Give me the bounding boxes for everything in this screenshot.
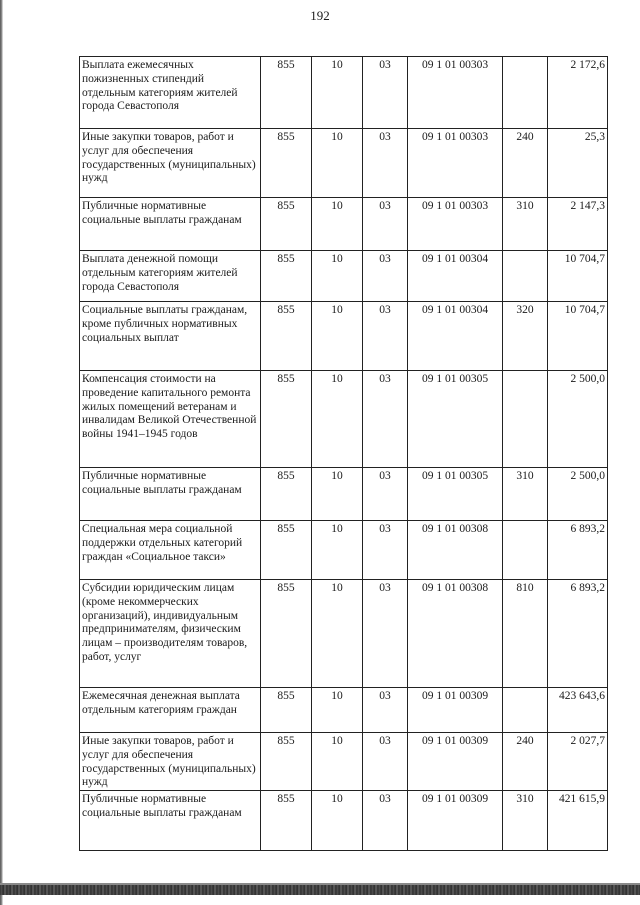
cell-target: 09 1 01 00308: [408, 521, 503, 580]
cell-target: 09 1 01 00303: [408, 57, 503, 129]
cell-expense: [503, 57, 548, 129]
cell-expense: [503, 688, 548, 733]
cell-amount: 6 893,2: [548, 580, 608, 688]
cell-expense: 310: [503, 791, 548, 851]
cell-expense: 810: [503, 580, 548, 688]
cell-ministry: 855: [261, 791, 312, 851]
cell-section: 10: [312, 198, 363, 251]
cell-amount: 2 147,3: [548, 198, 608, 251]
cell-amount: 2 172,6: [548, 57, 608, 129]
cell-ministry: 855: [261, 251, 312, 302]
table-row: [80, 371, 608, 468]
cell-ministry: 855: [261, 688, 312, 733]
cell-subsection: 03: [363, 198, 408, 251]
cell-subsection: 03: [363, 251, 408, 302]
cell-section: 10: [312, 371, 363, 468]
scan-bottom-edge: [0, 885, 640, 895]
cell-target: 09 1 01 00309: [408, 688, 503, 733]
table-row: [80, 688, 608, 733]
cell-target: 09 1 01 00305: [408, 371, 503, 468]
cell-amount: 25,3: [548, 129, 608, 198]
cell-name: Специальная мера социальной поддержки отдельных категорий граждан «Социальное такси»: [80, 521, 261, 580]
page-number: 192: [310, 8, 330, 23]
cell-amount: 6 893,2: [548, 521, 608, 580]
cell-target: 09 1 01 00304: [408, 251, 503, 302]
cell-subsection: 03: [363, 57, 408, 129]
cell-amount: 421 615,9: [548, 791, 608, 851]
cell-section: 10: [312, 129, 363, 198]
cell-section: 10: [312, 302, 363, 371]
table-row: [80, 580, 608, 688]
cell-ministry: 855: [261, 521, 312, 580]
cell-ministry: 855: [261, 733, 312, 791]
cell-target: 09 1 01 00308: [408, 580, 503, 688]
cell-ministry: 855: [261, 580, 312, 688]
table-row: [80, 251, 608, 302]
cell-name: Иные закупки товаров, работ и услуг для обеспечения государственных (муниципальных) нужд: [80, 733, 261, 791]
table-row: [80, 129, 608, 198]
cell-amount: 2 500,0: [548, 468, 608, 521]
cell-expense: [503, 521, 548, 580]
cell-amount: 2 500,0: [548, 371, 608, 468]
cell-amount: 423 643,6: [548, 688, 608, 733]
cell-name: Социальные выплаты гражданам, кроме публичных нормативных социальных выплат: [80, 302, 261, 371]
cell-section: 10: [312, 251, 363, 302]
scan-left-edge: [0, 0, 3, 905]
cell-ministry: 855: [261, 302, 312, 371]
cell-expense: 240: [503, 733, 548, 791]
cell-target: 09 1 01 00309: [408, 791, 503, 851]
cell-name: Публичные нормативные социальные выплаты гражданам: [80, 198, 261, 251]
cell-name: Иные закупки товаров, работ и услуг для обеспечения государственных (муниципальных) нужд: [80, 129, 261, 198]
cell-section: 10: [312, 57, 363, 129]
cell-subsection: 03: [363, 129, 408, 198]
cell-target: 09 1 01 00303: [408, 198, 503, 251]
cell-section: 10: [312, 521, 363, 580]
cell-section: 10: [312, 468, 363, 521]
cell-ministry: 855: [261, 57, 312, 129]
cell-subsection: 03: [363, 733, 408, 791]
cell-ministry: 855: [261, 198, 312, 251]
cell-name: Публичные нормативные социальные выплаты гражданам: [80, 468, 261, 521]
cell-section: 10: [312, 688, 363, 733]
cell-amount: 10 704,7: [548, 251, 608, 302]
cell-subsection: 03: [363, 371, 408, 468]
cell-amount: 2 027,7: [548, 733, 608, 791]
cell-expense: 310: [503, 468, 548, 521]
table-row: [80, 198, 608, 251]
cell-subsection: 03: [363, 580, 408, 688]
budget-table: [79, 56, 608, 851]
cell-expense: [503, 251, 548, 302]
cell-subsection: 03: [363, 521, 408, 580]
cell-target: 09 1 01 00305: [408, 468, 503, 521]
cell-name: Субсидии юридическим лицам (кроме некоммерческих организаций), индивидуальным предпринимателям, физическим лицам – производителям товаров, работ, услуг: [80, 580, 261, 688]
cell-target: 09 1 01 00309: [408, 733, 503, 791]
cell-expense: 240: [503, 129, 548, 198]
cell-target: 09 1 01 00304: [408, 302, 503, 371]
table-row: [80, 57, 608, 129]
cell-name: Ежемесячная денежная выплата отдельным категориям граждан: [80, 688, 261, 733]
cell-section: 10: [312, 580, 363, 688]
cell-name: Публичные нормативные социальные выплаты гражданам: [80, 791, 261, 851]
cell-ministry: 855: [261, 371, 312, 468]
cell-amount: 10 704,7: [548, 302, 608, 371]
table-row: [80, 521, 608, 580]
cell-expense: [503, 371, 548, 468]
table-row: [80, 302, 608, 371]
cell-name: Выплата ежемесячных пожизненных стипендий отдельным категориям жителей города Севастополя: [80, 57, 261, 129]
cell-expense: 310: [503, 198, 548, 251]
cell-expense: 320: [503, 302, 548, 371]
table-row: [80, 468, 608, 521]
table-row: [80, 733, 608, 791]
cell-name: Компенсация стоимости на проведение капитального ремонта жилых помещений ветеранам и инвалидам Великой Отечественной войны 1941–1945 годов: [80, 371, 261, 468]
cell-section: 10: [312, 733, 363, 791]
cell-section: 10: [312, 791, 363, 851]
table-row: [80, 791, 608, 851]
cell-subsection: 03: [363, 468, 408, 521]
cell-ministry: 855: [261, 129, 312, 198]
cell-name: Выплата денежной помощи отдельным категориям жителей города Севастополя: [80, 251, 261, 302]
cell-subsection: 03: [363, 688, 408, 733]
cell-subsection: 03: [363, 791, 408, 851]
cell-ministry: 855: [261, 468, 312, 521]
cell-subsection: 03: [363, 302, 408, 371]
cell-target: 09 1 01 00303: [408, 129, 503, 198]
